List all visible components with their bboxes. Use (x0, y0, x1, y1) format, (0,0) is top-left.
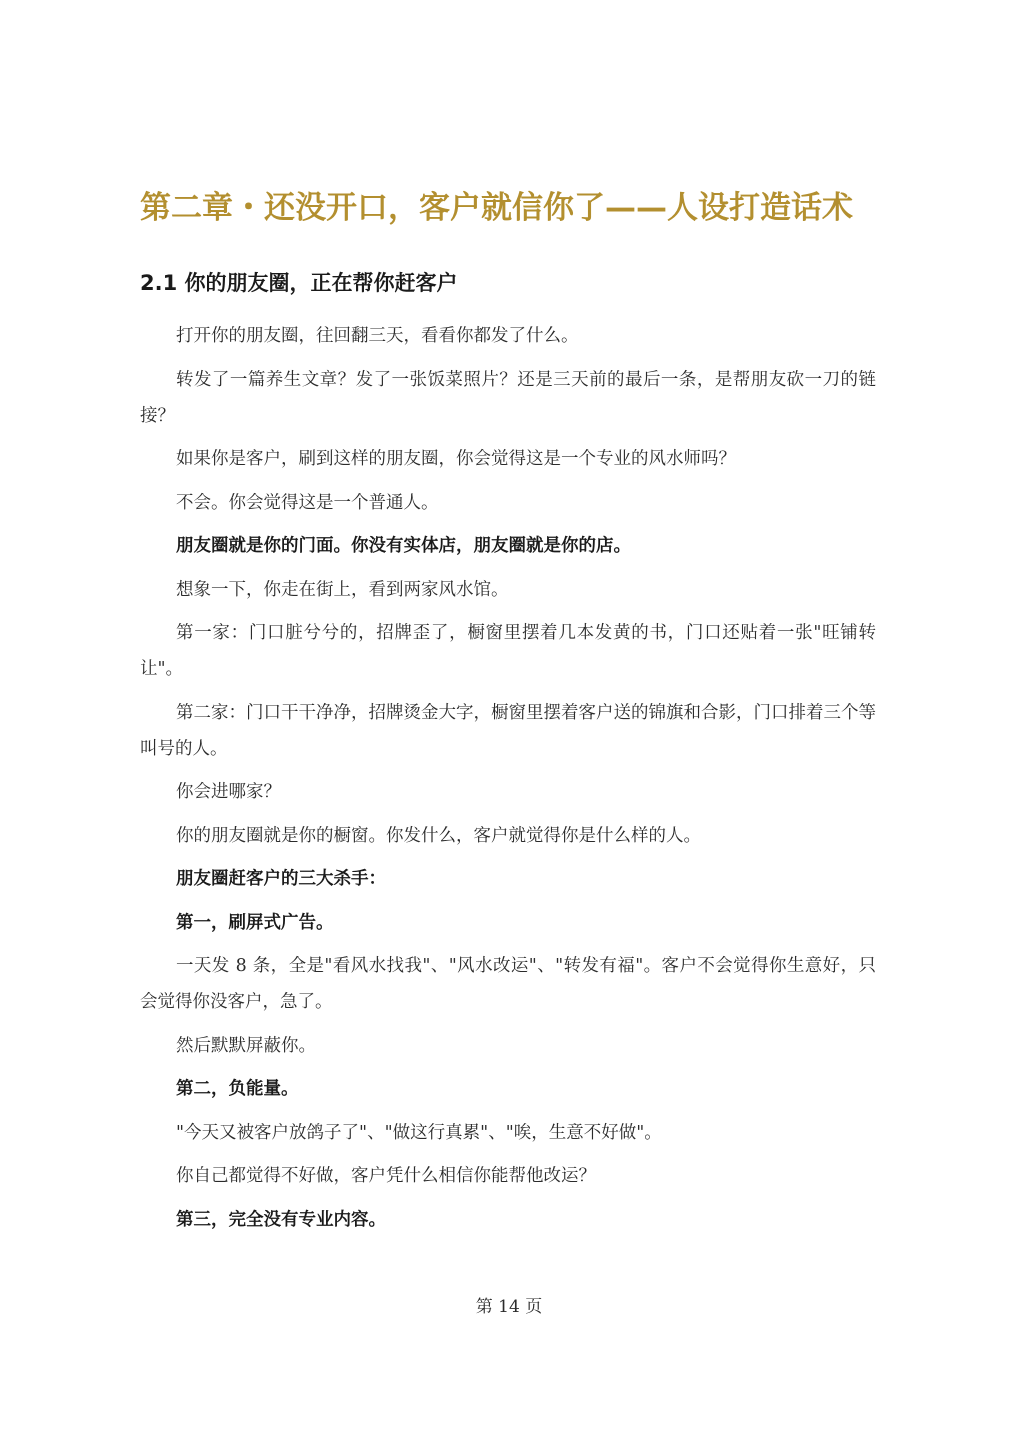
paragraph: 如果你是客户，刷到这样的朋友圈，你会觉得这是一个专业的风水师吗？ (176, 449, 736, 469)
paragraph: 第一家：门口脏兮兮的，招牌歪了，橱窗里摆着几本发黄的书，门口还贴着一张"旺铺转让"。 (140, 623, 876, 679)
body-text (140, 318, 876, 1245)
emphasis-paragraph: 朋友圈就是你的门面。你没有实体店，朋友圈就是你的店。 (176, 536, 631, 556)
paragraph: 你自己都觉得不好做，客户凭什么相信你能帮他改运？ (176, 1166, 596, 1186)
paragraph: 你的朋友圈就是你的橱窗。你发什么，客户就觉得你是什么样的人。 (176, 825, 701, 846)
paragraph: 然后默默屏蔽你。 (176, 1035, 316, 1056)
paragraph: 第二家：门口干干净净，招牌烫金大字，橱窗里摆着客户送的锦旗和合影，门口排着三个等叫号的人。 (140, 702, 876, 759)
paragraph: 打开你的朋友圈，往回翻三天，看看你都发了什么。 (176, 326, 579, 346)
emphasis-paragraph: 朋友圈赶客户的三大杀手： (176, 869, 386, 889)
paragraph: 转发了一篇养生文章？发了一张饭菜照片？还是三天前的最后一条，是帮朋友砍一刀的链接？ (140, 369, 876, 426)
emphasis-paragraph: 第一，刷屏式广告。 (176, 912, 334, 933)
section-title: 2.1 你的朋友圈，正在帮你赶客户 (140, 271, 458, 295)
paragraph: 你会进哪家？ (176, 782, 281, 802)
paragraph: "今天又被客户放鸽子了"、"做这行真累"、"唉，生意不好做"。 (176, 1122, 662, 1143)
emphasis-paragraph: 第二，负能量。 (176, 1079, 299, 1099)
paragraph: 想象一下，你走在街上，看到两家风水馆。 (176, 579, 509, 600)
chapter-title: 第二章・还没开口，客户就信你了——人设打造话术 (140, 190, 853, 226)
emphasis-paragraph: 第三，完全没有专业内容。 (176, 1209, 386, 1230)
paragraph: 一天发 8 条，全是"看风水找我"、"风水改运"、"转发有福"。客户不会觉得你生意好，只会觉得你没客户，急了。 (140, 956, 876, 1012)
paragraph: 不会。你会觉得这是一个普通人。 (176, 492, 439, 513)
page-number: 第 14 页 (475, 1297, 543, 1317)
